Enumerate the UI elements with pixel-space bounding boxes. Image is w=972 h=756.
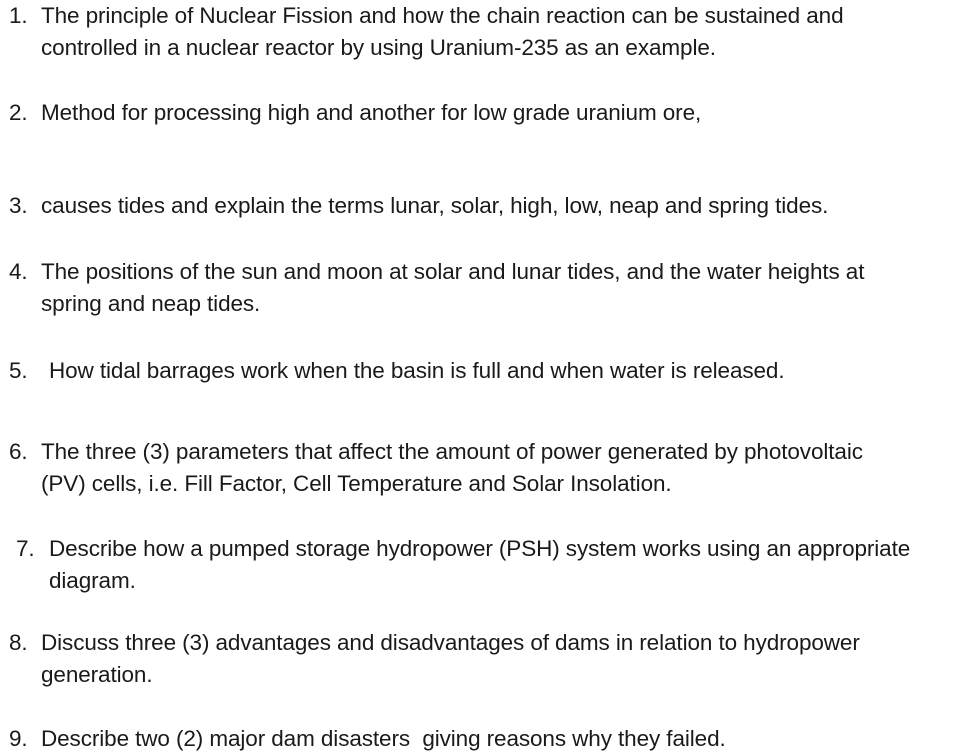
item-number: 8. bbox=[9, 630, 28, 655]
item-text bbox=[41, 0, 972, 64]
item-text-line: (PV) cells, i.e. Fill Factor, Cell Temperature and Solar Insolation. bbox=[41, 471, 672, 496]
item-text-line: How tidal barrages work when the basin is full and when water is released. bbox=[49, 358, 785, 383]
item-number: 2. bbox=[9, 100, 28, 125]
item-text-line: causes tides and explain the terms lunar, solar, high, low, neap and spring tides. bbox=[41, 193, 829, 218]
item-number: 6. bbox=[9, 439, 28, 464]
item-number: 1. bbox=[9, 3, 28, 28]
item-text-line: The three (3) parameters that affect the amount of power generated by photovoltaic bbox=[41, 439, 863, 464]
item-text-line: Discuss three (3) advantages and disadvantages of dams in relation to hydropower bbox=[41, 630, 860, 655]
item-number: 7. bbox=[16, 536, 35, 561]
item-text-line: Method for processing high and another for low grade uranium ore, bbox=[41, 100, 702, 125]
item-text-line: generation. bbox=[41, 662, 153, 687]
item-number: 5. bbox=[9, 358, 28, 383]
item-text-line: Describe two (2) major dam disasters giving reasons why they failed. bbox=[41, 726, 726, 751]
item-text bbox=[41, 190, 972, 222]
item-text bbox=[41, 97, 972, 129]
item-text-line: controlled in a nuclear reactor by using Uranium-235 as an example. bbox=[41, 35, 716, 60]
item-text bbox=[49, 355, 972, 387]
item-text-line: spring and neap tides. bbox=[41, 291, 261, 316]
item-text-line: diagram. bbox=[49, 568, 136, 593]
item-number: 4. bbox=[9, 259, 28, 284]
item-text bbox=[41, 627, 972, 691]
item-text bbox=[49, 533, 972, 597]
item-text-line: Describe how a pumped storage hydropower (PSH) system works using an appropriate bbox=[49, 536, 911, 561]
item-text-line: The positions of the sun and moon at solar and lunar tides, and the water heights at bbox=[41, 259, 865, 284]
item-text bbox=[41, 436, 972, 500]
item-number: 9. bbox=[9, 726, 28, 751]
item-text bbox=[41, 256, 972, 320]
item-number: 3. bbox=[9, 193, 28, 218]
item-text-line: The principle of Nuclear Fission and how the chain reaction can be sustained and bbox=[41, 3, 844, 28]
item-text bbox=[41, 723, 972, 755]
